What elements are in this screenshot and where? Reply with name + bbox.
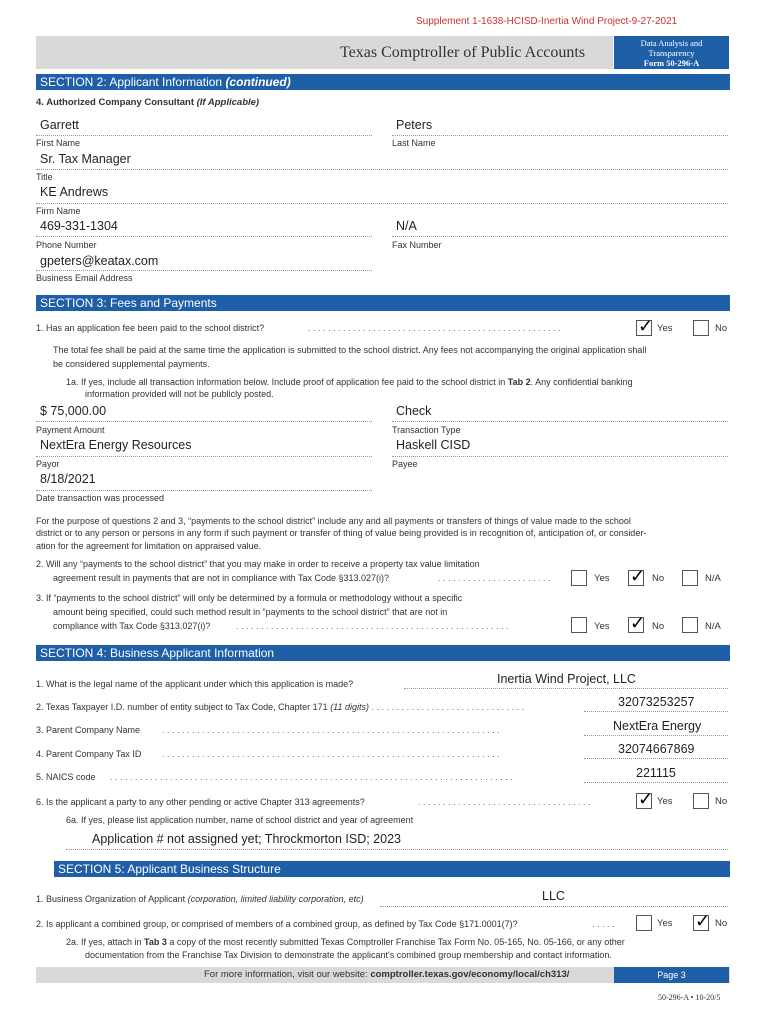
section-2-heading: [36, 74, 730, 90]
leader-dots: . . . . . . . . . . . . . . . . . . . . . . . . . . . . . . . . . . .: [418, 797, 591, 807]
fee-1a-text: 1a. If yes, include all transaction information below. Include proof of application fee paid to the school district in: [66, 377, 508, 387]
leader-dots: . . . . . . . . . . . . . . . . . . . . . . . . . . . . . . . . . . . . . . . . . . . . . . . . . . . . . . . . . . . . . . . . . . . .: [162, 725, 500, 735]
section-3-heading: SECTION 3: Fees and Payments: [36, 295, 730, 311]
fax-field[interactable]: N/A: [396, 219, 417, 233]
consultant-label: 4. Authorized Company Consultant: [36, 97, 194, 108]
leader-dots: . . . . . . . . . . . . . . . . . . . . . . . . . . . . . . . . . . . . . . . . . . . . . . . . . . . . . . .: [236, 621, 509, 631]
combined-2a-line-2: documentation from the Franchise Tax Division to demonstrate the applicant's combined group membership and contact information.: [85, 950, 612, 960]
fax-line: [392, 236, 728, 237]
firm-line: [36, 203, 728, 204]
check-mark-icon: ✓: [630, 566, 646, 586]
form-id-box: [614, 36, 729, 69]
chapter313-6a-question: 6a. If yes, please list application number, name of school district and year of agreement: [66, 815, 414, 825]
tab-2-ref: Tab 2: [507, 377, 531, 387]
q2-no-label: No: [652, 573, 665, 584]
payment-amount-label: Payment Amount: [36, 425, 105, 435]
parent-taxid-question: 4. Parent Company Tax ID: [36, 749, 142, 759]
firm-label: Firm Name: [36, 206, 81, 216]
purpose-line-3: ation for the agreement for limitation on appraised value.: [36, 541, 262, 551]
fee-note-line-2: be considered supplemental payments.: [53, 359, 210, 369]
fee-1a-line-1: [66, 377, 633, 387]
chapter313-details-field[interactable]: Application # not assigned yet; Throckmorton ISD; 2023: [92, 832, 401, 846]
parent-taxid-line: [584, 758, 728, 759]
first-name-field[interactable]: Garrett: [40, 118, 79, 132]
last-name-field[interactable]: Peters: [396, 118, 433, 132]
phone-label: Phone Number: [36, 240, 97, 250]
dept-line-1: Data Analysis and: [640, 38, 703, 48]
q3-line-2: amount being specified, could such method result in “payments to the school district” that are not in: [53, 607, 448, 617]
payee-field[interactable]: Haskell CISD: [396, 438, 471, 452]
last-name-line: [392, 135, 728, 136]
title-label: Title: [36, 172, 53, 182]
payor-field[interactable]: NextEra Energy Resources: [40, 438, 192, 452]
payee-line: [392, 456, 728, 457]
business-org-text: 1. Business Organization of Applicant: [36, 894, 186, 904]
section-4-heading: SECTION 4: Business Applicant Information: [36, 645, 730, 661]
q2-na-checkbox[interactable]: [682, 570, 698, 586]
supplement-label: Supplement 1-1638-HCISD-Inertia Wind Project-9-27-2021: [416, 16, 678, 27]
combined-group-no-label: No: [715, 918, 728, 929]
page-number: Page 3: [614, 967, 729, 983]
q3-line-3: compliance with Tax Code §313.027(i)?: [53, 621, 211, 631]
q2-na-label: N/A: [705, 573, 721, 584]
combined-group-yes-checkbox[interactable]: [636, 915, 652, 931]
business-org-field[interactable]: LLC: [542, 889, 565, 903]
date-line: [36, 490, 372, 491]
firm-field[interactable]: KE Andrews: [40, 185, 109, 199]
title-field[interactable]: Sr. Tax Manager: [40, 152, 131, 166]
naics-line: [584, 782, 728, 783]
parent-taxid-field[interactable]: 32074667869: [618, 742, 695, 756]
taxpayer-id-line: [584, 711, 728, 712]
taxpayer-id-note: (11 digits): [330, 702, 370, 712]
leader-dots: . . . . . . . . . . . . . . . . . . . . . . .: [438, 573, 551, 583]
fee-1a-text-end: . Any confidential banking: [530, 377, 633, 387]
leader-dots: . . . . . . . . . . . . . . . . . . . . . . . . . . . . . . . . . . . . . . . . . . . . . . . . . . . . . . . . . . . . . . . . . . . . . . . . . . . . . . . . .: [110, 772, 513, 782]
payor-label: Payor: [36, 459, 60, 469]
fee-no-checkbox[interactable]: [693, 320, 709, 336]
fee-1a-line-2: information provided will not be publicly posted.: [85, 389, 274, 399]
business-org-question: [36, 894, 364, 904]
chapter313-question: 6. Is the applicant a party to any other pending or active Chapter 313 agreements?: [36, 797, 365, 807]
combined-group-no-checkbox[interactable]: [693, 911, 711, 931]
agency-title: Texas Comptroller of Public Accounts: [340, 44, 586, 61]
fee-no-label: No: [715, 323, 728, 334]
form-code: 50-296-A • 10-20/5: [658, 993, 721, 1002]
section-2-continued: (continued): [225, 75, 291, 89]
footer-url-link[interactable]: comptroller.texas.gov/economy/local/ch313/: [370, 969, 570, 980]
phone-field[interactable]: 469-331-1304: [40, 219, 118, 233]
phone-line: [36, 236, 372, 237]
taxpayer-id-field[interactable]: 32073253257: [618, 695, 695, 709]
q2-line-2: agreement result in payments that are not in compliance with Tax Code §313.027(i)?: [53, 573, 390, 583]
fee-yes-label: Yes: [657, 323, 673, 334]
payment-amount-line: [36, 421, 372, 422]
date-label: Date transaction was processed: [36, 493, 165, 503]
dept-line-2: Transparency: [648, 48, 695, 58]
q3-yes-label: Yes: [594, 621, 610, 632]
section-2-title: SECTION 2: Applicant Information: [40, 75, 223, 89]
consultant-note: (If Applicable): [196, 97, 260, 108]
combined-group-question: 2. Is applicant a combined group, or comprised of members of a combined group, as defined by Tax Code §171.0001(7)?: [36, 919, 518, 929]
title-line: [36, 169, 728, 170]
combined-group-yes-label: Yes: [657, 918, 673, 929]
payment-amount-field[interactable]: $ 75,000.00: [40, 404, 107, 418]
email-field[interactable]: gpeters@keatax.com: [40, 254, 159, 268]
purpose-line-2: district or to any person or persons in any form if such payment or transfer of thing of value being provided is in recognition of, anticipation of, or consider-: [36, 528, 647, 538]
q2-no-checkbox[interactable]: [628, 566, 646, 586]
email-line: [36, 270, 372, 271]
q3-na-label: N/A: [705, 621, 721, 632]
chapter313-yes-label: Yes: [657, 796, 673, 807]
check-mark-icon: ✓: [695, 911, 711, 931]
taxpayer-id-question: 2. Texas Taxpayer I.D. number of entity subject to Tax Code, Chapter 171 (11 digits) . . . . . . . . . . . . . . . . . . . . . . . . . . . . . . .: [36, 702, 525, 712]
parent-name-question: 3. Parent Company Name: [36, 725, 141, 735]
fee-yes-checkbox[interactable]: [636, 316, 654, 336]
parent-name-field[interactable]: NextEra Energy: [613, 719, 702, 733]
tab-3-ref: Tab 3: [144, 937, 167, 947]
combined-2a-text-end: a copy of the most recently submitted Texas Comptroller Franchise Tax Form No. 05-165, No. 05-166, or any other: [166, 937, 625, 947]
combined-2a-text: 2a. If yes, attach in: [66, 937, 145, 947]
q3-no-label: No: [652, 621, 665, 632]
purpose-line-1: For the purpose of questions 2 and 3, “payments to the school district” include any and all payments or transfers of things of value made to the school: [36, 516, 631, 526]
combined-2a-line-1: [66, 937, 625, 947]
q3-yes-checkbox[interactable]: [571, 617, 587, 633]
check-mark-icon: ✓: [638, 789, 654, 809]
q2-yes-checkbox[interactable]: [571, 570, 587, 586]
form-number: Form 50-296-A: [643, 58, 700, 68]
naics-field[interactable]: 221115: [636, 766, 676, 780]
fax-label: Fax Number: [392, 240, 442, 250]
naics-question: 5. NAICS code: [36, 772, 96, 782]
parent-name-line: [584, 735, 728, 736]
date-field[interactable]: 8/18/2021: [40, 472, 96, 486]
fee-note-line-1: The total fee shall be paid at the same time the application is submitted to the school district. Any fees not accompanying the original application shall: [53, 345, 647, 355]
first-name-label: First Name: [36, 138, 81, 148]
q3-no-checkbox[interactable]: [628, 613, 646, 633]
legal-name-field[interactable]: Inertia Wind Project, LLC: [497, 672, 636, 686]
business-org-line: [380, 906, 728, 907]
chapter313-yes-checkbox[interactable]: [636, 789, 654, 809]
business-org-note: (corporation, limited liability corporation, etc): [187, 894, 364, 904]
leader-dots: . . . . . . . . . . . . . . . . . . . . . . . . . . . . . . . . . . . . . . . . . . . . . . . . . . .: [308, 323, 561, 333]
transaction-type-line: [392, 421, 728, 422]
fee-question: 1. Has an application fee been paid to the school district?: [36, 323, 265, 333]
taxpayer-id-text: 2. Texas Taxpayer I.D. number of entity subject to Tax Code, Chapter 171: [36, 702, 328, 712]
first-name-line: [36, 135, 372, 136]
q2-line-1: 2. Will any “payments to the school district” that you may make in order to receive a property tax value limitation: [36, 559, 480, 569]
legal-name-line: [404, 688, 728, 689]
chapter313-no-label: No: [715, 796, 728, 807]
leader-dots: . . . . . . . . . . . . . . . . . . . . . . . . . . . . . . . . . . . . . . . . . . . . . . . . . . . . . . . . . . . . . . . . . . . .: [162, 749, 500, 759]
last-name-label: Last Name: [392, 138, 436, 148]
q3-na-checkbox[interactable]: [682, 617, 698, 633]
chapter313-details-line: [66, 849, 728, 850]
section-5-heading: SECTION 5: Applicant Business Structure: [54, 861, 730, 877]
chapter313-no-checkbox[interactable]: [693, 793, 709, 809]
leader-dots: . . . . .: [592, 919, 615, 929]
legal-name-question: 1. What is the legal name of the applicant under which this application is made?: [36, 679, 354, 689]
check-mark-icon: ✓: [638, 316, 654, 336]
check-mark-icon: ✓: [630, 613, 646, 633]
footer-info: [204, 969, 569, 980]
payor-line: [36, 456, 372, 457]
email-label: Business Email Address: [36, 273, 133, 283]
footer-info-text: For more information, visit our website:: [204, 969, 371, 980]
q3-line-1: 3. If “payments to the school district” will only be determined by a formula or methodology without a specific: [36, 593, 463, 603]
q2-yes-label: Yes: [594, 573, 610, 584]
consultant-heading: [36, 97, 259, 108]
transaction-type-field[interactable]: Check: [396, 404, 432, 418]
transaction-type-label: Transaction Type: [392, 425, 461, 435]
payee-label: Payee: [392, 459, 418, 469]
